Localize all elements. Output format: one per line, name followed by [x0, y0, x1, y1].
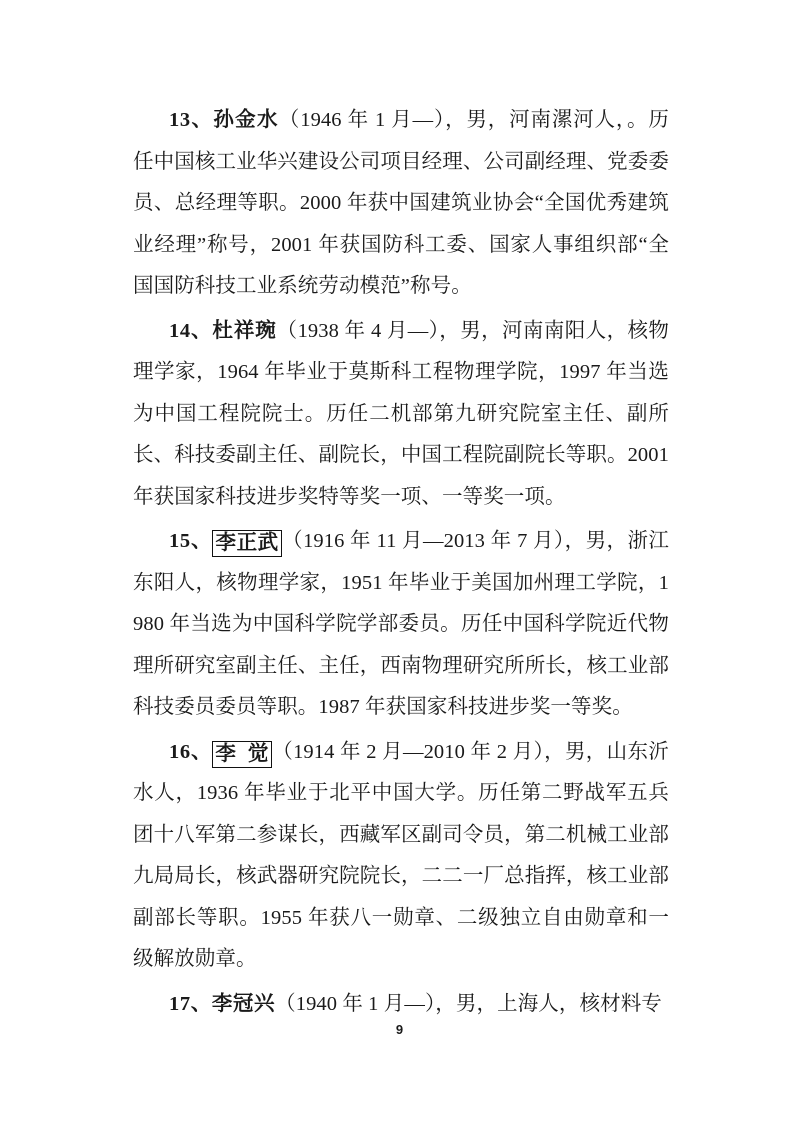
biography-entry-13	[133, 100, 669, 308]
biography-entry-16	[133, 732, 669, 981]
entry-person-name-boxed: 李 觉	[212, 741, 272, 768]
entry-number: 16、	[169, 740, 213, 763]
entry-person-name-boxed: 李正武	[212, 530, 281, 557]
entry-person-name: 杜祥琬	[212, 319, 277, 342]
entry-body-text: （1940 年 1 月—），男，上海人，核材料专	[275, 992, 662, 1015]
biography-entry-15	[133, 521, 669, 729]
entry-number: 14、	[169, 319, 213, 342]
entry-person-name: 李冠兴	[211, 992, 276, 1015]
entry-body-text: （1916 年 11 月—2013 年 7 月），男，浙江东阳人，核物理学家，1951 年毕业于美国加州理工学院，1980 年当选为中国科学院学部委员。历任中国科学院近代物理所研究室副主任、主任，西南物理研究所所长，核工业部科技委员委员等职。1987 年获国家科技进步奖一等奖。	[133, 530, 669, 718]
entry-number: 17、	[169, 992, 212, 1015]
document-body	[133, 100, 669, 1028]
biography-entry-14	[133, 311, 669, 519]
entry-body-text: （1946 年 1 月—），男，河南漯河人，。历任中国核工业华兴建设公司项目经理、公司副经理、党委委员、总经理等职。2000 年获中国建筑业协会“全国优秀建筑业经理”称号，2001 年获国防科工委、国家人事组织部“全国国防科技工业系统劳动模范”称号。	[133, 109, 669, 297]
entry-body-text: （1938 年 4 月—），男，河南南阳人，核物理学家，1964 年毕业于莫斯科工程物理学院，1997 年当选为中国工程院院士。历任二机部第九研究院室主任、副所长、科技委副主任、副院长，中国工程院副院长等职。2001 年获国家科技进步奖特等奖一项、一等奖一项。	[133, 319, 669, 508]
entry-person-name: 孙金水	[213, 109, 279, 131]
entry-number: 15、	[169, 530, 213, 552]
entry-number: 13、	[169, 109, 214, 131]
entry-body-text: （1914 年 2 月—2010 年 2 月），男，山东沂水人，1936 年毕业于北平中国大学。历任第二野战军五兵团十八军第二参谋长，西藏军区副司令员，第二机械工业部九局局长，核武器研究院院长，二二一厂总指挥，核工业部副部长等职。1955 年获八一勋章、二级独立自由勋章和一级解放勋章。	[133, 740, 669, 970]
biography-entry-17	[133, 984, 669, 1026]
page-number: 9	[395, 1022, 404, 1037]
